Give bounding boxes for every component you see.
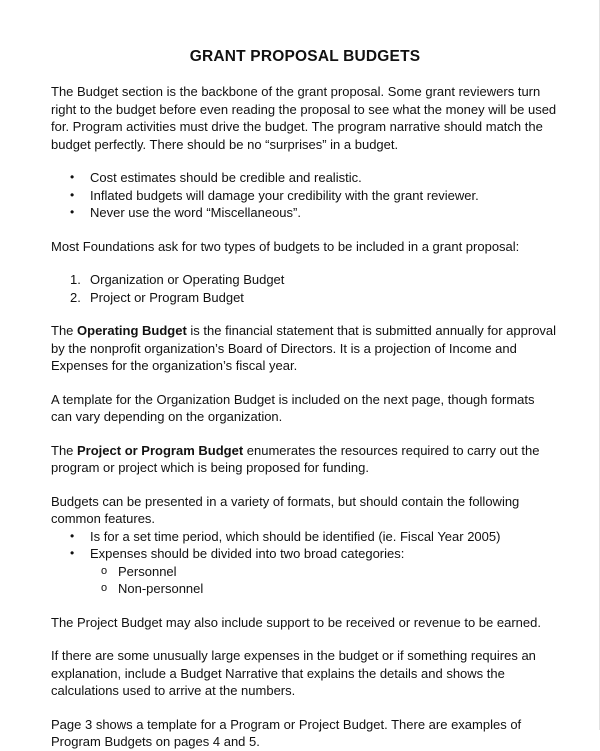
foundations-paragraph: Most Foundations ask for two types of budgets to be included in a grant proposal: xyxy=(51,238,520,254)
categories-list xyxy=(51,563,559,598)
list-item: • Never use the word “Miscellaneous”. xyxy=(70,205,301,220)
list-item: o Personnel xyxy=(101,563,177,579)
page-title: GRANT PROPOSAL BUDGETS xyxy=(189,48,421,65)
list-item: • Inflated budgets will damage your credibility with the grant reviewer. xyxy=(70,187,479,203)
narrative-paragraph: If there are some unusually large expenses in the budget or if something requires an explanation, include a Budget Narrative that explains the details and shows the calculations used to arrive at the numbers. xyxy=(51,648,536,698)
operating-budget-term: Operating Budget xyxy=(77,323,187,338)
circle-bullet-icon: o xyxy=(101,564,108,577)
project-budget-paragraph: The Project or Program Budget enumerates the resources required to carry out the program or project which is being proposed for funding. xyxy=(51,442,540,475)
tips-list xyxy=(51,169,559,222)
bullet-icon: • xyxy=(70,170,75,184)
operating-budget-paragraph: The Operating Budget is the financial statement that is submitted annually for approval by the nonprofit organization’s Board of Directors. It is a projection of Income and Expenses for the organization’s fiscal year. xyxy=(51,323,557,373)
template-paragraph: A template for the Organization Budget is included on the next page, though formats can vary depending on the organization. xyxy=(51,391,535,424)
list-item: 2. Project or Program Budget xyxy=(70,289,244,305)
list-item: • Expenses should be divided into two broad categories: xyxy=(70,546,405,561)
bullet-icon: • xyxy=(70,528,75,543)
formats-paragraph: Budgets can be presented in a variety of formats, but should contain the following common features. xyxy=(51,493,520,526)
bullet-icon: • xyxy=(70,546,75,560)
project-budget-term: Project or Program Budget xyxy=(77,442,244,458)
bullet-icon: • xyxy=(70,187,75,202)
list-item: 1. Organization or Operating Budget xyxy=(70,272,285,287)
features-list xyxy=(51,528,559,563)
circle-bullet-icon: o xyxy=(101,582,108,594)
support-paragraph: The Project Budget may also include support to be received or revenue to be earned. xyxy=(51,614,541,630)
budget-types-list xyxy=(51,271,559,306)
list-item: o Non-personnel xyxy=(101,581,204,596)
list-item: • Cost estimates should be credible and realistic. xyxy=(70,170,362,185)
closing-paragraph: Page 3 shows a template for a Program or Project Budget. There are examples of Program Budgets on pages 4 and 5. xyxy=(51,716,522,749)
bullet-icon: • xyxy=(70,205,75,219)
list-item: • Is for a set time period, which should be identified (ie. Fiscal Year 2005) xyxy=(70,528,501,544)
intro-paragraph: The Budget section is the backbone of the grant proposal. Some grant reviewers turn right to the budget before even reading the proposal to see what the money will be used for. Program activities must drive the budget. The program narrative should match the budget perfectly. There should be no “surprises” in a budget. xyxy=(51,84,557,152)
